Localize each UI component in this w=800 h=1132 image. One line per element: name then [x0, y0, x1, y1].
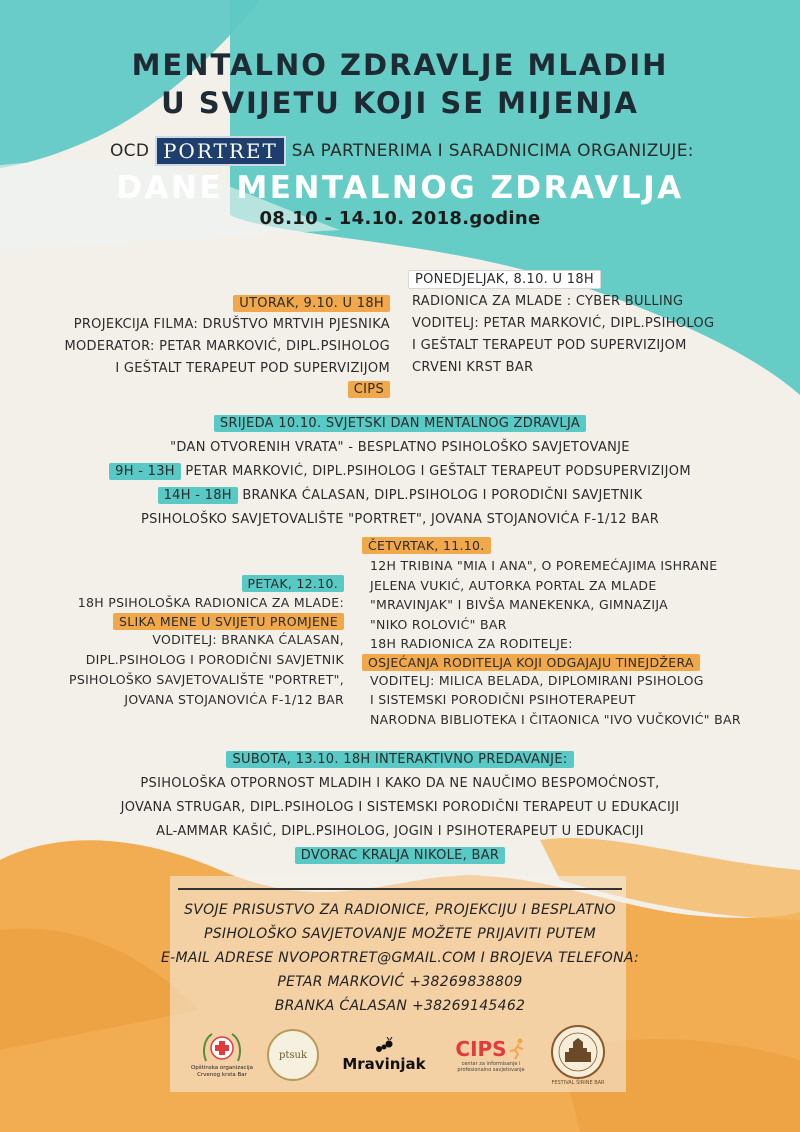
saturday-line: PSIHOLOŠKA OTPORNOST MLADIH I KAKO DA NE NAUČIMO BESPOMOĆNOST,	[140, 776, 660, 791]
thursday-line: JELENA VUKIĆ, AUTORKA PORTAL ZA MLADE	[370, 577, 657, 593]
ptsuk-logo	[266, 1024, 320, 1086]
thursday-line: VODITELJ: MILICA BELADA, DIPLOMIRANI PSIHOLOG	[370, 672, 704, 688]
friday-line: JOVANA STOJANOVIĆA F-1/12 BAR	[124, 692, 344, 707]
footer-line: PETAR MARKOVIĆ +38269838809	[277, 974, 523, 990]
tuesday-line: I GEŠTALT TERAPEUT POD SUPERVIZIJOM	[115, 361, 390, 376]
footer-line: PSIHOLOŠKO SAVJETOVANJE MOŽETE PRIJAVITI PUTEM	[203, 926, 597, 942]
saturday-line: AL-AMMAR KAŠIĆ, DIPL.PSIHOLOG, JOGIN I PSIHOTERAPEUT U EDUKACIJI	[156, 824, 644, 839]
thursday-line: 12H TRIBINA "MIA I ANA", O POREMEĆAJIMA ISHRANE	[370, 558, 718, 573]
event-name: DANE MENTALNOG ZDRAVLJA	[116, 170, 684, 206]
friday-line: 18H PSIHOLOŠKA RADIONICA ZA MLADE:	[77, 595, 344, 610]
registration-info	[0, 898, 800, 1018]
event-dates: 08.10 - 14.10. 2018.godine	[259, 208, 541, 229]
slot-1-text: PETAR MARKOVIĆ, DIPL.PSIHOLOG I GEŠTALT TERAPEUT PODSUPERVIZIJOM	[185, 464, 691, 479]
friday-line: PSIHOLOŠKO SAVJETOVALIŠTE "PORTRET",	[69, 672, 344, 687]
saturday-line: JOVANA STRUGAR, DIPL.PSIHOLOG I SISTEMSKI PORODIČNI TERAPEUT U EDUKACIJI	[120, 800, 680, 815]
bar-festival-logo	[548, 1024, 608, 1086]
friday-line: DIPL.PSIHOLOG I PORODIČNI SAVJETNIK	[85, 652, 344, 667]
thursday-line: NARODNA BIBLIOTEKA I ČITAONICA "IVO VUČKOVIĆ" BAR	[370, 711, 741, 727]
tuesday-block	[64, 296, 390, 397]
cips-logo	[448, 1024, 534, 1086]
title-line-1: MENTALNO ZDRAVLJE MLADIH	[131, 48, 669, 82]
monday-line: RADIONICA ZA MLADE : CYBER BULLING	[412, 294, 684, 309]
mravinjak-wordmark: Mravinjak	[342, 1055, 426, 1073]
saturday-heading: SUBOTA, 13.10. 18H INTERAKTIVNO PREDAVANJE:	[226, 751, 573, 768]
saturday-location: DVORAC KRALJA NIKOLE, BAR	[295, 847, 506, 864]
mravinjak-logo	[334, 1024, 434, 1086]
organizer-line	[110, 136, 694, 166]
cips-caption: centar za informisanje i profesionalno savjetovanje	[457, 1061, 525, 1073]
tuesday-location: CIPS	[348, 381, 390, 398]
footer-line: BRANKA ĆALASAN +38269145462	[274, 998, 526, 1014]
thursday-workshop-title: OSJEĆANJA RODITELJA KOJI ODGAJAJU TINEJDŽERA	[362, 654, 700, 671]
friday-workshop-title: SLIKA MENE U SVIJETU PROMJENE	[113, 613, 344, 630]
saturday-block	[0, 748, 800, 868]
monday-heading: PONEDJELJAK, 8.10. U 18H	[408, 270, 601, 289]
castle-seal-icon	[550, 1024, 606, 1080]
monday-block	[408, 272, 714, 379]
wednesday-slot-1	[0, 460, 800, 484]
thursday-heading: ČETVRTAK, 11.10.	[362, 537, 491, 554]
slot-1-time: 9H - 13H	[109, 463, 181, 480]
friday-block	[69, 576, 344, 710]
portret-logo: PORTRET	[155, 136, 286, 166]
org-prefix: OCD	[110, 141, 150, 161]
monday-line: CRVENI KRST BAR	[412, 360, 534, 375]
tuesday-heading: UTORAK, 9.10. U 18H	[233, 295, 390, 312]
footer-line: E-MAIL ADRESE NVOPORTRET@GMAIL.COM I BROJEVA TELEFONA:	[160, 950, 640, 966]
thursday-line: "MRAVINJAK" I BIVŠA MANEKENKA, GIMNAZIJA	[370, 597, 668, 612]
monday-line: VODITELJ: PETAR MARKOVIĆ, DIPL.PSIHOLOG	[412, 316, 715, 331]
red-cross-icon	[200, 1031, 244, 1065]
wednesday-location: PSIHOLOŠKO SAVJETOVALIŠTE "PORTRET", JOVANA STOJANOVIĆA F-1/12 BAR	[140, 512, 660, 527]
footer-line: SVOJE PRISUSTVO ZA RADIONICE, PROJEKCIJU I BESPLATNO	[184, 902, 616, 918]
footer-divider	[178, 888, 622, 890]
ant-icon	[374, 1037, 394, 1055]
wednesday-block	[0, 412, 800, 532]
ptsuk-badge: ptsuk	[267, 1029, 319, 1081]
wednesday-heading: SRIJEDA 10.10. SVJETSKI DAN MENTALNOG ZDRAVLJA	[214, 415, 586, 432]
thursday-line: 18H RADIONICA ZA RODITELJE:	[370, 636, 573, 651]
friday-heading: PETAK, 12.10.	[242, 575, 344, 592]
tuesday-line: PROJEKCIJA FILMA: DRUŠTVO MRTVIH PJESNIKA	[73, 317, 390, 332]
thursday-block	[362, 538, 741, 729]
monday-line: I GEŠTALT TERAPEUT POD SUPERVIZIJOM	[412, 338, 687, 353]
thursday-line: I SISTEMSKI PORODIČNI PSIHOTERAPEUT	[370, 692, 636, 707]
slot-2-text: BRANKA ĆALASAN, DIPL.PSIHOLOG I PORODIČNI SAVJETNIK	[242, 488, 643, 503]
wednesday-slot-2	[0, 484, 800, 508]
bar-festival-caption: FESTIVAL ŠIRINE BAR	[551, 1080, 605, 1086]
red-cross-logo	[190, 1024, 254, 1086]
tuesday-line: MODERATOR: PETAR MARKOVIĆ, DIPL.PSIHOLOG	[64, 339, 390, 354]
thursday-line: "NIKO ROLOVIĆ" BAR	[370, 616, 507, 632]
red-cross-caption: Opštinska organizacija Crvenog krsta Bar	[190, 1065, 254, 1078]
org-suffix: SA PARTNERIMA I SARADNICIMA ORGANIZUJE:	[291, 141, 694, 161]
cips-wordmark: CIPS	[455, 1037, 507, 1061]
slot-2-time: 14H - 18H	[158, 487, 238, 504]
runner-icon	[507, 1038, 527, 1060]
wednesday-line: "DAN OTVORENIH VRATA" - BESPLATNO PSIHOLOŠKO SAVJETOVANJE	[170, 440, 630, 455]
friday-line: VODITELJ: BRANKA ĆALASAN,	[152, 632, 344, 647]
title-line-2: U SVIJETU KOJI SE MIJENJA	[161, 86, 639, 120]
